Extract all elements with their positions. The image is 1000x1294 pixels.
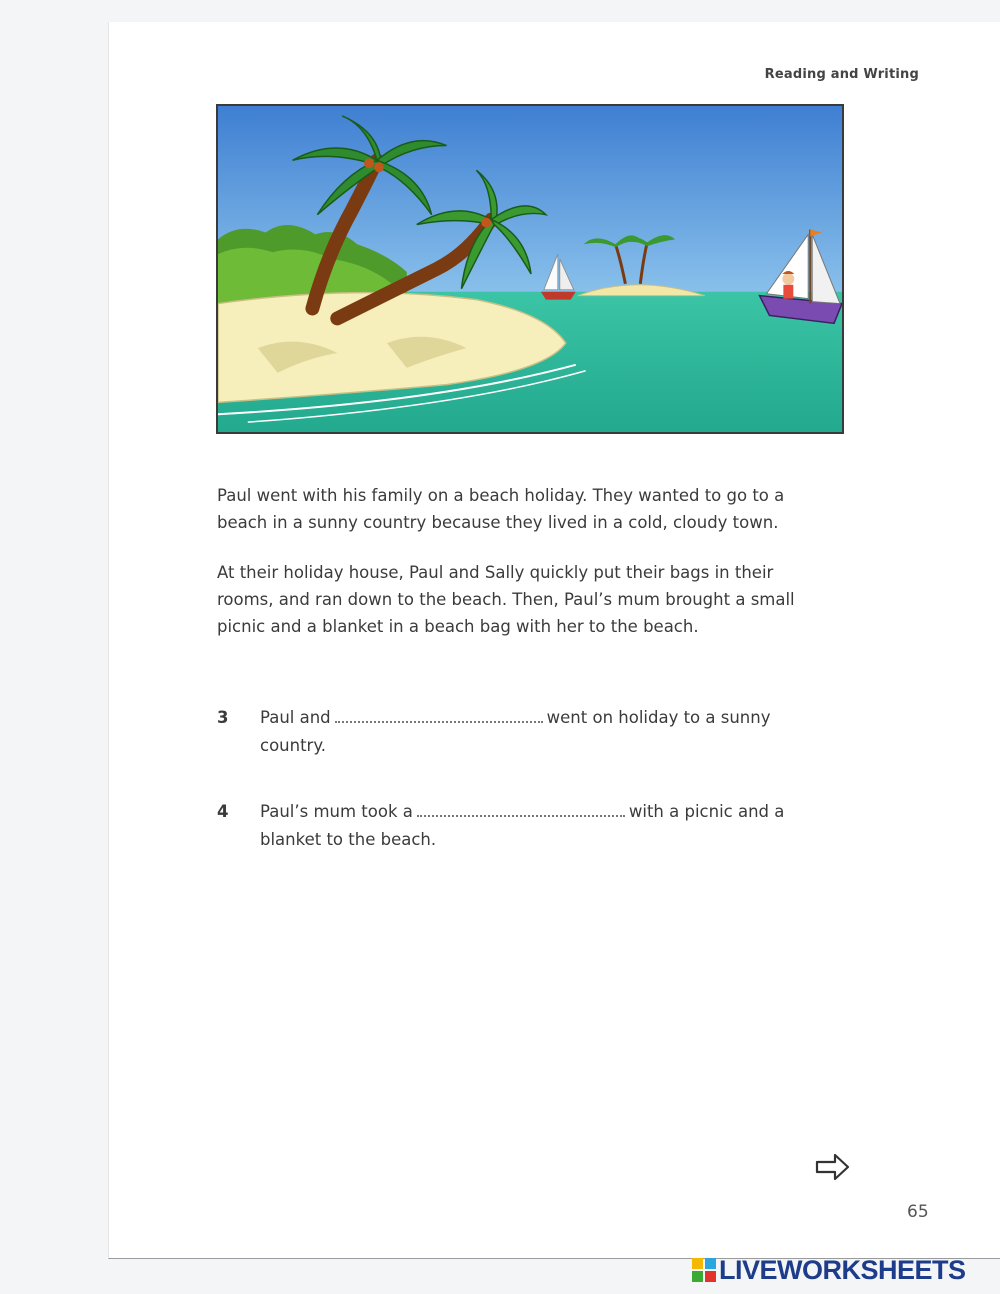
worksheet-page	[108, 22, 1000, 1259]
liveworksheets-watermark	[692, 1256, 966, 1284]
question-number: 4	[217, 802, 229, 821]
section-header: Reading and Writing	[764, 67, 919, 82]
watermark-text: LIVEWORKSHEETS	[719, 1254, 966, 1285]
question-text	[260, 798, 820, 854]
passage-paragraph-1: Paul went with his family on a beach holiday. They wanted to go to a beach in a sunny country because they lived in a cold, cloudy town.	[217, 486, 785, 532]
passage-paragraph-2: At their holiday house, Paul and Sally quickly put their bags in their rooms, and ran down to the beach. Then, Paul’s mum brought a small picnic and a blanket in a beach bag with her to the beach.	[217, 563, 795, 636]
page-number: 65	[907, 1202, 929, 1222]
answer-blank-4[interactable]	[417, 801, 625, 817]
question-text-before: Paul’s mum took a	[260, 802, 413, 821]
question-text-after: with a picnic and a blanket to the beach.	[260, 802, 785, 849]
question-number: 3	[217, 708, 229, 727]
question-text	[260, 704, 820, 760]
beach-illustration	[216, 104, 844, 434]
liveworksheets-logo-icon	[692, 1258, 716, 1282]
arrow-right-icon[interactable]	[815, 1152, 851, 1182]
question-text-after: went on holiday to a sunny country.	[260, 708, 771, 755]
question-text-before: Paul and	[260, 708, 331, 727]
beach-scene-image	[218, 106, 842, 432]
answer-blank-3[interactable]	[335, 707, 543, 723]
